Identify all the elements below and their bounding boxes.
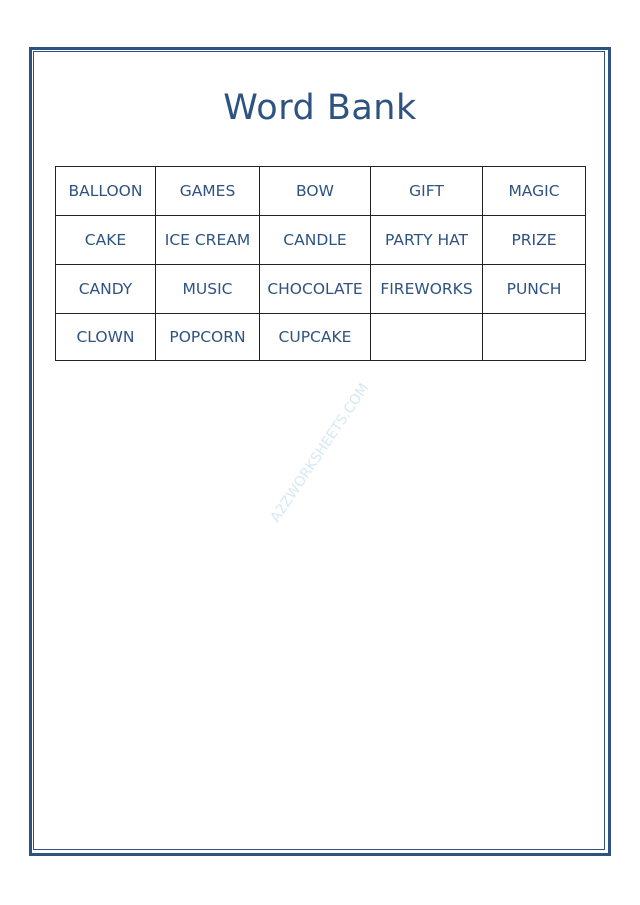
word-cell: ICE CREAM (156, 216, 260, 265)
word-cell: CAKE (56, 216, 156, 265)
word-cell: PARTY HAT (371, 216, 483, 265)
word-cell: CLOWN (56, 314, 156, 361)
word-row (56, 265, 586, 314)
word-cell: BOW (260, 167, 371, 216)
word-row (56, 167, 586, 216)
empty-word-cell (371, 314, 483, 361)
word-cell: BALLOON (56, 167, 156, 216)
word-cell: CHOCOLATE (260, 265, 371, 314)
word-cell: CANDY (56, 265, 156, 314)
word-cell: GIFT (371, 167, 483, 216)
word-cell: PRIZE (483, 216, 586, 265)
word-cell: GAMES (156, 167, 260, 216)
word-cell: POPCORN (156, 314, 260, 361)
word-cell: PUNCH (483, 265, 586, 314)
word-cell: FIREWORKS (371, 265, 483, 314)
word-bank-table (55, 166, 586, 361)
watermark: A2ZWORKSHEETS.COM (267, 380, 373, 526)
word-cell: MUSIC (156, 265, 260, 314)
empty-word-cell (483, 314, 586, 361)
page-title: Word Bank (223, 88, 417, 128)
word-cell: MAGIC (483, 167, 586, 216)
word-row (56, 314, 586, 361)
word-cell: CANDLE (260, 216, 371, 265)
word-cell: CUPCAKE (260, 314, 371, 361)
word-row (56, 216, 586, 265)
